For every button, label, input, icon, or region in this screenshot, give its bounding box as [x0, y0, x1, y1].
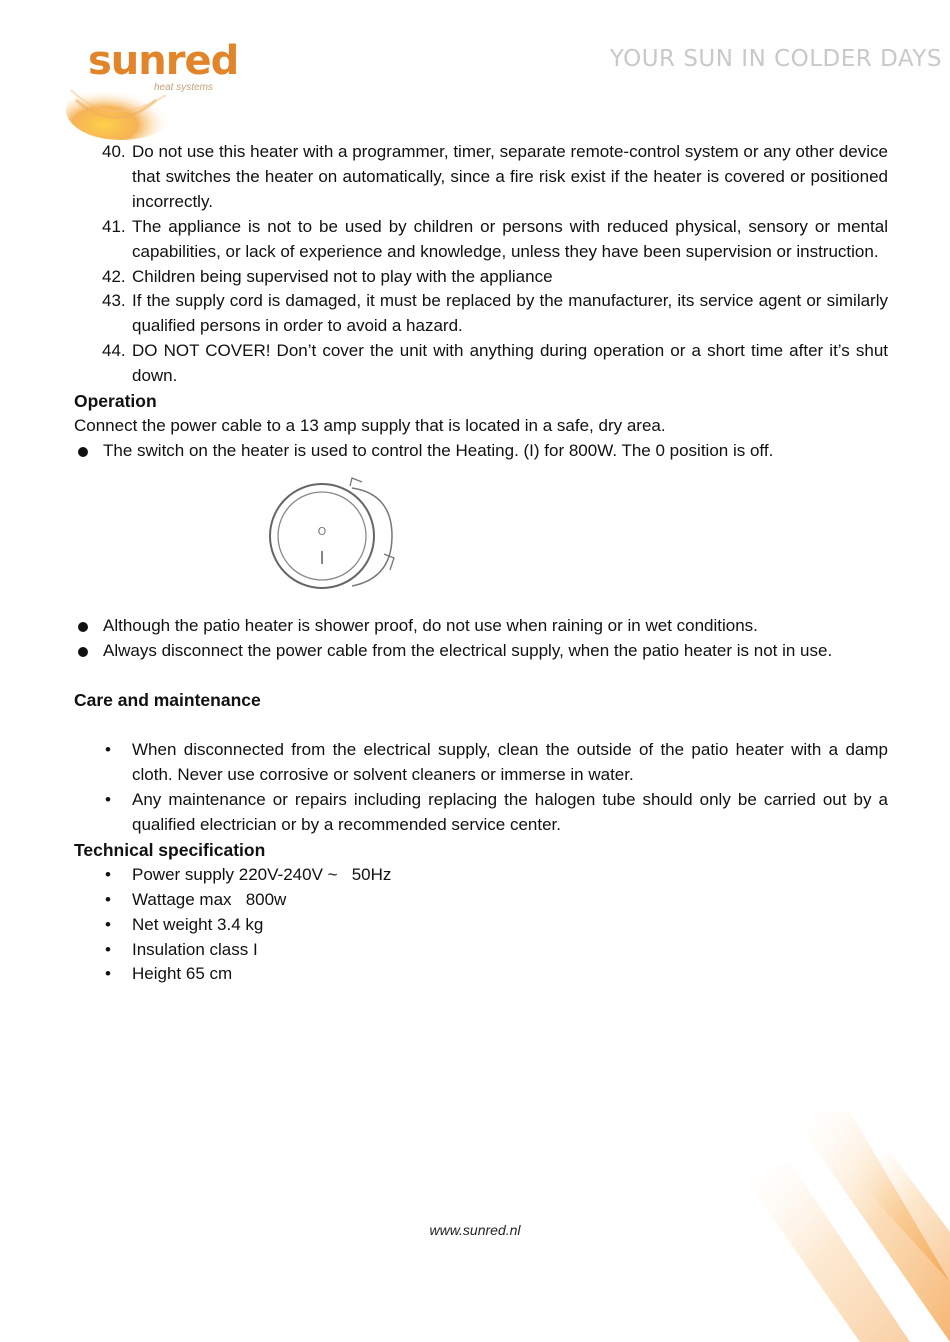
item-text: DO NOT COVER! Don’t cover the unit with anything during operation or a short time after it’s shut down. [132, 341, 888, 386]
tech-heading: Technical specification [74, 839, 266, 860]
item-text: Always disconnect the power cable from the electrical supply, when the patio heater is not in use. [103, 640, 833, 660]
item-text: When disconnected from the electrical supply, clean the outside of the patio heater with a damp cloth. Never use corrosive or solvent cleaners or immerse in water. [132, 740, 888, 785]
item-text: Net weight 3.4 kg [132, 914, 264, 934]
bullet: • [105, 790, 111, 810]
item-text: Wattage max 800w [132, 889, 287, 909]
bullet: • [105, 889, 111, 909]
list-item [74, 215, 888, 265]
list-item [74, 289, 888, 339]
switch-on-label: I [319, 547, 325, 569]
list-item [74, 938, 888, 963]
list-item [74, 339, 888, 389]
brand-subtitle: heat systems [154, 82, 213, 93]
list-item [74, 140, 888, 215]
list-item [74, 639, 888, 664]
list-item [74, 962, 888, 987]
item-text: Although the patio heater is shower proof, do not use when raining or in wet conditions. [103, 615, 758, 635]
bullet: • [105, 864, 111, 884]
sun-rays-decoration [620, 1112, 950, 1342]
list-item [74, 614, 888, 639]
item-number: 42. [102, 266, 126, 286]
item-number: 40. [102, 142, 126, 161]
switch-illustration [74, 464, 888, 614]
rocker-switch-icon [252, 474, 402, 604]
item-text: Insulation class I [132, 939, 258, 959]
list-item [74, 788, 888, 838]
item-number: 44. [102, 341, 126, 361]
list-item [74, 888, 888, 913]
item-text: If the supply cord is damaged, it must be replaced by the manufacturer, its service agent or similarly qualified persons in order to avoid a hazard. [132, 291, 888, 336]
item-text: Height 65 cm [132, 964, 233, 984]
list-item [74, 439, 888, 464]
bullet: • [105, 740, 111, 760]
bullet: • [105, 939, 111, 959]
document-body [74, 140, 888, 987]
header-slogan: YOUR SUN IN COLDER DAYS [609, 46, 942, 72]
switch-off-label: O [317, 524, 327, 538]
item-text: Do not use this heater with a programmer, timer, separate remote-control system or any other device that switches the heater on automatically, since a fire risk exist if the heater is covered or positioned incorrectly. [132, 142, 888, 211]
operation-heading: Operation [74, 391, 157, 412]
item-text: The appliance is not to be used by children or persons with reduced physical, sensory or mental capabilities, or lack of experience and knowledge, unless they have been supervision or instruction. [132, 216, 888, 261]
operation-intro: Connect the power cable to a 13 amp supply that is located in a safe, dry area. [74, 415, 666, 435]
list-item [74, 863, 888, 888]
bullet-dot [78, 622, 88, 632]
item-text: Power supply 220V-240V ~ 50Hz [132, 864, 392, 884]
item-text: Children being supervised not to play with the appliance [132, 266, 553, 286]
item-number: 43. [102, 291, 126, 311]
bullet-dot [78, 447, 88, 457]
care-heading: Care and maintenance [74, 690, 261, 711]
bullet: • [105, 964, 111, 984]
item-number: 41. [102, 216, 126, 236]
brand-name: sunred [88, 38, 239, 84]
item-text: Any maintenance or repairs including replacing the halogen tube should only be carried out by a qualified electrician or by a recommended service center. [132, 790, 888, 834]
bullet-dot [78, 647, 88, 657]
footer-url: www.sunred.nl [429, 1222, 521, 1238]
list-item [74, 738, 888, 788]
item-text: The switch on the heater is used to control the Heating. (I) for 800W. The 0 position is off. [103, 440, 774, 460]
list-item [74, 265, 888, 290]
bullet: • [105, 914, 111, 934]
list-item [74, 913, 888, 938]
